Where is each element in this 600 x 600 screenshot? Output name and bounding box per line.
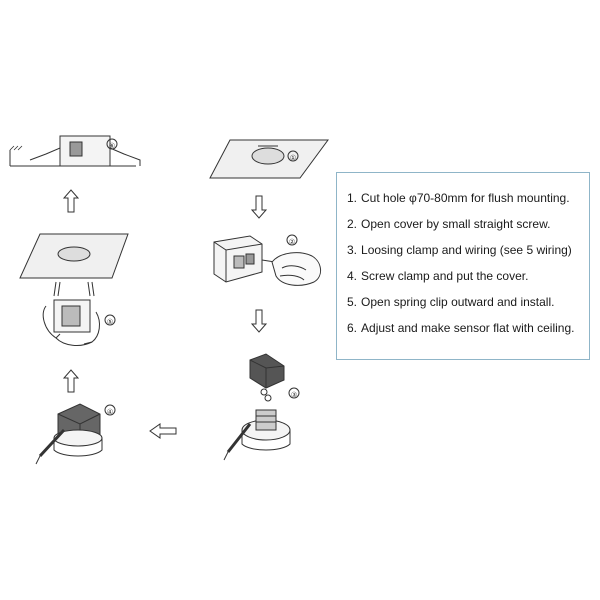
step-number: 2. [347,217,358,231]
marker-6: ⑥ [108,143,116,150]
step-6-illustration [10,136,140,166]
step-label: Cut hole φ70-80mm for flush mounting. [361,191,570,205]
step-3-illustration [224,354,299,460]
arrow-up-icon [64,370,78,392]
step-3-text [347,243,572,257]
step-number: 5. [347,295,358,309]
step-number: 3. [347,243,358,257]
step-1-illustration [210,140,328,178]
step-number: 6. [347,321,358,335]
step-2-text [347,217,550,231]
marker-1: ① [289,155,297,162]
step-label: Open spring clip outward and install. [361,295,555,309]
arrow-left-icon [150,424,176,438]
step-5-illustration [20,234,128,345]
arrow-up-icon [64,190,78,212]
marker-3: ③ [290,392,298,399]
step-4-text [347,269,528,283]
step-number: 1. [347,191,358,205]
step-label: Loosing clamp and wiring (see 5 wiring) [361,243,572,257]
arrow-down-icon [252,310,266,332]
instructions-box [336,172,590,360]
step-1-text [347,191,570,205]
arrow-down-icon [252,196,266,218]
step-label: Adjust and make sensor flat with ceiling. [361,321,575,335]
step-label: Open cover by small straight screw. [361,217,551,231]
step-6-text [347,321,574,335]
marker-2: ② [288,239,296,246]
step-5-text [347,295,554,309]
marker-4: ④ [106,409,114,416]
step-number: 4. [347,269,358,283]
step-2-illustration [214,235,321,285]
step-label: Screw clamp and put the cover. [361,269,529,283]
step-4-illustration [36,404,115,464]
marker-5: ⑤ [106,319,114,326]
